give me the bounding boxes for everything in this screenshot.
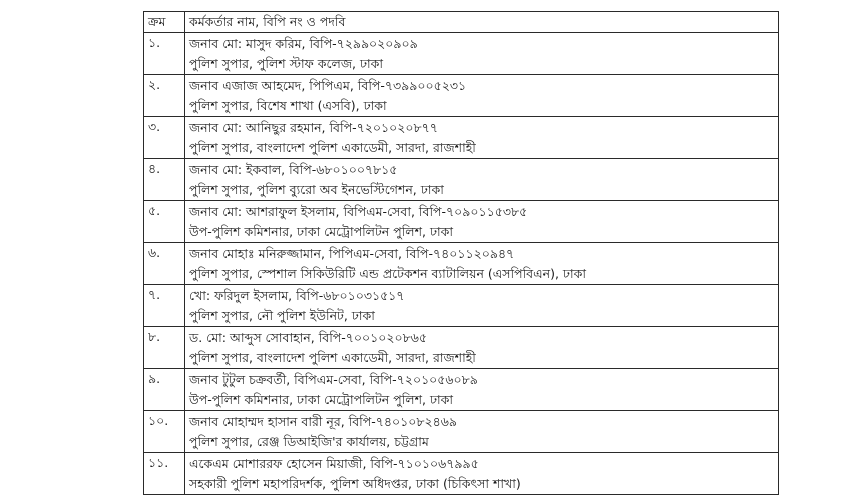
details-header: কর্মকর্তার নাম, বিপি নং ও পদবি [185,12,779,33]
row-serial: ৫. [144,201,185,243]
officer-name: একেএম মোশাররফ হোসেন মিয়াজী, বিপি-৭১০১০৬৭৯৯৫ [189,456,479,471]
officer-name: খো: ফরিদুল ইসলাম, বিপি-৬৮০১০৩১৫১৭ [189,288,405,303]
row-serial: ৪. [144,159,185,201]
table-header-row [144,12,779,33]
officer-name: জনাব মো: ইকবাল, বিপি-৬৮০১০০৭৮১৫ [189,162,398,177]
officer-post: উপ-পুলিশ কমিশনার, ঢাকা মেট্রোপলিটন পুলিশ, ঢাকা [189,392,454,407]
officer-name: জনাব মো: মাসুদ করিম, বিপি-৭২৯৯০২০৯০৯ [189,36,418,51]
row-serial: ৭. [144,285,185,327]
row-serial: ১. [144,33,185,75]
officer-name: জনাব মোহাঃ মনিরুজ্জামান, পিপিএম-সেবা, বিপি-৭৪০১১২০৯৪৭ [189,246,515,261]
table-row [144,327,779,369]
officer-name: ড. মো: আব্দুস সোবাহান, বিপি-৭০০১০২০৮৬৫ [189,330,428,345]
row-details [185,453,779,495]
row-serial: ৬. [144,243,185,285]
row-details [185,411,779,453]
officer-name: জনাব এজাজ আহমেদ, পিপিএম, বিপি-৭৩৯৯০০৫২৩১ [189,78,467,93]
table-row [144,411,779,453]
row-details [185,285,779,327]
row-serial: ৩. [144,117,185,159]
table-row [144,159,779,201]
officer-post: পুলিশ সুপার, রেঞ্জ ডিআইজি'র কার্যালয়, চট্টগ্রাম [189,434,429,449]
table-row [144,453,779,495]
row-details [185,327,779,369]
officer-name: জনাব মো: আনিছুর রহমান, বিপি-৭২০১০২০৮৭৭ [189,120,438,135]
table-row [144,285,779,327]
officer-post: পুলিশ সুপার, বাংলাদেশ পুলিশ একাডেমী, সারদা, রাজশাহী [189,350,476,365]
row-serial: ৮. [144,327,185,369]
officer-post: পুলিশ সুপার, স্পেশাল সিকিউরিটি এন্ড প্রটেকশন ব্যাটালিয়ন (এসপিবিএন), ঢাকা [189,266,586,281]
officer-post: সহকারী পুলিশ মহাপরিদর্শক, পুলিশ অধিদপ্তর, ঢাকা (চিকিৎসা শাখা) [189,476,521,491]
row-serial: ২. [144,75,185,117]
row-details [185,75,779,117]
officer-name: জনাব টুটুল চক্রবর্তী, বিপিএম-সেবা, বিপি-৭২০১০৫৬০৮৯ [189,372,478,387]
officer-list-table [143,11,779,495]
officer-post: পুলিশ সুপার, নৌ পুলিশ ইউনিট, ঢাকা [189,308,375,323]
row-details [185,369,779,411]
table-row [144,75,779,117]
table-row [144,201,779,243]
officer-post: পুলিশ সুপার, বাংলাদেশ পুলিশ একাডেমী, সারদা, রাজশাহী [189,140,476,155]
table-row [144,243,779,285]
row-details [185,33,779,75]
table-body [144,33,779,495]
row-details [185,201,779,243]
officer-post: পুলিশ সুপার, বিশেষ শাখা (এসবি), ঢাকা [189,98,387,113]
table-row [144,33,779,75]
row-serial: ১০. [144,411,185,453]
table-row [144,369,779,411]
officer-post: উপ-পুলিশ কমিশনার, ঢাকা মেট্রোপলিটন পুলিশ, ঢাকা [189,224,454,239]
officer-name: জনাব মোহাম্মদ হাসান বারী নূর, বিপি-৭৪০১০৮২৪৬৯ [189,414,457,429]
table-row [144,117,779,159]
row-details [185,243,779,285]
officer-post: পুলিশ সুপার, পুলিশ স্টাফ কলেজ, ঢাকা [189,56,384,71]
row-details [185,117,779,159]
row-serial: ৯. [144,369,185,411]
officer-post: পুলিশ সুপার, পুলিশ ব্যুরো অব ইনভেস্টিগেশন, ঢাকা [189,182,444,197]
row-serial: ১১. [144,453,185,495]
officer-name: জনাব মো: আশরাফুল ইসলাম, বিপিএম-সেবা, বিপি-৭০৯০১১৫৩৮৫ [189,204,528,219]
serial-header: ক্রম [144,12,185,33]
row-details [185,159,779,201]
